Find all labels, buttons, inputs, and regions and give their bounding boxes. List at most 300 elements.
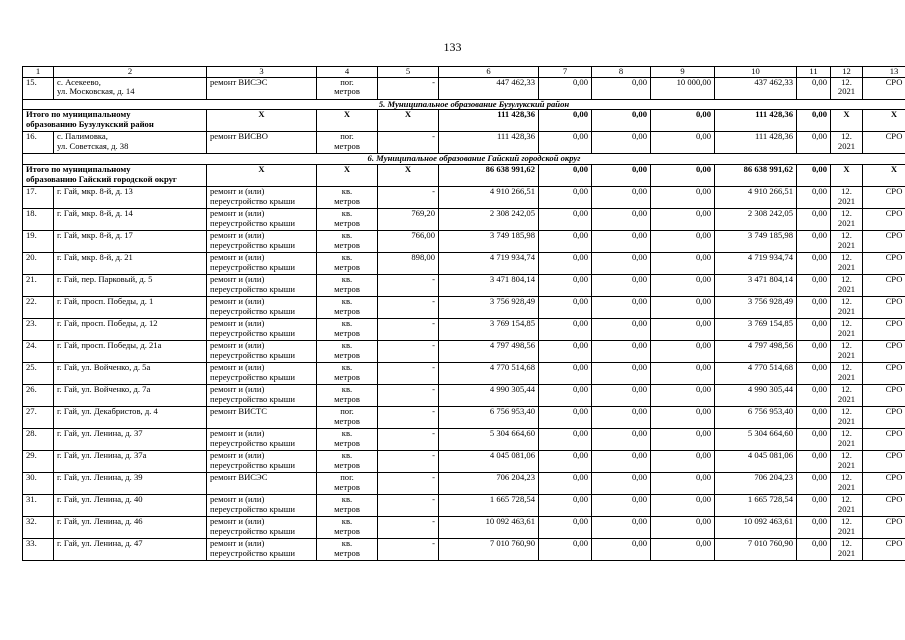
capital-repair-table: [22, 66, 905, 561]
address: [54, 450, 207, 472]
method: СРО: [863, 186, 905, 208]
work-type-line: переустройство крыши: [210, 261, 295, 272]
area: -: [378, 186, 439, 208]
unit-line: метров: [334, 393, 360, 404]
row-number: 29.: [23, 450, 54, 472]
row-number: 15.: [23, 77, 54, 99]
deadline-line: 2021: [837, 349, 856, 360]
area: -: [378, 406, 439, 428]
amount-c6: 4 045 081,06: [439, 450, 539, 472]
amount-c11: 0,00: [797, 318, 831, 340]
address-line: ул. Московская, д. 14: [57, 86, 135, 97]
amount-c7: 0,00: [539, 77, 592, 99]
method: СРО: [863, 132, 905, 154]
work-type: [207, 132, 317, 154]
work-type: [207, 186, 317, 208]
amount-c7: 0,00: [539, 132, 592, 154]
amount-c9: 0,00: [651, 428, 715, 450]
unit-line: метров: [334, 481, 360, 492]
deadline-line: 12.: [841, 516, 852, 526]
method: СРО: [863, 362, 905, 384]
deadline-line: 12.: [841, 274, 852, 284]
amount-c10: 3 756 928,49: [715, 296, 797, 318]
amount-c7: 0,00: [539, 472, 592, 494]
unit-line: метров: [334, 547, 360, 558]
amount-c6: 4 990 305,44: [439, 384, 539, 406]
address-line: г. Гай, мкр. 8-й, д. 21: [57, 252, 133, 262]
address-line: г. Гай, ул. Ленина, д. 47: [57, 538, 143, 548]
deadline-line: 2021: [837, 140, 856, 151]
unit-line: метров: [334, 349, 360, 360]
amount-c8: 0,00: [592, 230, 651, 252]
unit: [317, 406, 378, 428]
work-type: [207, 362, 317, 384]
method: СРО: [863, 384, 905, 406]
method: СРО: [863, 252, 905, 274]
unit: [317, 428, 378, 450]
work-type-line: ремонт и (или): [210, 230, 265, 240]
unit: [317, 384, 378, 406]
unit-line: метров: [334, 327, 360, 338]
amount-c8: 0,00: [592, 274, 651, 296]
table-row: [23, 384, 905, 406]
table-row: [23, 208, 905, 230]
unit-line: метров: [334, 525, 360, 536]
unit-line: кв.: [341, 494, 353, 504]
work-type-line: переустройство крыши: [210, 371, 295, 382]
amount-c11: 0,00: [797, 252, 831, 274]
unit-line: кв.: [341, 538, 353, 548]
table-row: [23, 362, 905, 384]
amount-c9: 0,00: [651, 208, 715, 230]
deadline-line: 12.: [841, 318, 852, 328]
work-type: [207, 252, 317, 274]
amount-c11: 0,00: [797, 186, 831, 208]
work-type-line: ремонт и (или): [210, 362, 265, 372]
row-number: 24.: [23, 340, 54, 362]
work-type: [207, 208, 317, 230]
amount-c8: 0,00: [592, 164, 651, 186]
work-type-line: переустройство крыши: [210, 437, 295, 448]
amount-c7: 0,00: [539, 340, 592, 362]
address: [54, 132, 207, 154]
method: СРО: [863, 494, 905, 516]
work-type: [207, 230, 317, 252]
amount-c8: 0,00: [592, 384, 651, 406]
deadline-line: 2021: [837, 525, 856, 536]
deadline: [831, 252, 863, 274]
amount-c11: 0,00: [797, 230, 831, 252]
deadline-line: 2021: [837, 217, 856, 228]
area: -: [378, 516, 439, 538]
column-number: 12: [831, 67, 863, 78]
amount-c11: 0,00: [797, 384, 831, 406]
amount-c9: 0,00: [651, 230, 715, 252]
address-line: г. Гай, ул. Ленина, д. 39: [57, 472, 143, 482]
deadline-line: 12.: [841, 252, 852, 262]
unit: [317, 450, 378, 472]
amount-c7: 0,00: [539, 516, 592, 538]
amount-c11: 0,00: [797, 296, 831, 318]
amount-c11: 0,00: [797, 450, 831, 472]
amount-c7: 0,00: [539, 252, 592, 274]
address-line: г. Гай, ул. Ленина, д. 46: [57, 516, 143, 526]
amount-c11: 0,00: [797, 406, 831, 428]
amount-c10: 4 990 305,44: [715, 384, 797, 406]
deadline-line: 12.: [841, 472, 852, 482]
row-number: 31.: [23, 494, 54, 516]
method: СРО: [863, 208, 905, 230]
method: СРО: [863, 230, 905, 252]
deadline-line: 12.: [841, 186, 852, 196]
address: [54, 494, 207, 516]
amount-c9: 0,00: [651, 362, 715, 384]
unit-line: метров: [334, 371, 360, 382]
address: [54, 384, 207, 406]
deadline: [831, 406, 863, 428]
amount-c9: 0,00: [651, 318, 715, 340]
deadline-line: 12.: [841, 131, 852, 142]
area: -: [378, 318, 439, 340]
area: -: [378, 428, 439, 450]
address-line: г. Гай, просп. Победы, д. 1: [57, 296, 154, 306]
work-type-line: переустройство крыши: [210, 283, 295, 294]
area: -: [378, 132, 439, 154]
amount-c6: 3 756 928,49: [439, 296, 539, 318]
unit-line: кв.: [341, 252, 353, 262]
row-number: 23.: [23, 318, 54, 340]
amount-c7: 0,00: [539, 110, 592, 132]
address-line: г. Гай, пер. Парковый, д. 5: [57, 274, 153, 284]
method: СРО: [863, 516, 905, 538]
work-type-line: ремонт и (или): [210, 208, 265, 218]
deadline-line: 2021: [837, 239, 856, 250]
area: -: [378, 472, 439, 494]
row-number: 17.: [23, 186, 54, 208]
table-body: [23, 67, 905, 561]
address: [54, 230, 207, 252]
amount-c6: 111 428,36: [439, 132, 539, 154]
unit: [317, 230, 378, 252]
work-type-line: переустройство крыши: [210, 327, 295, 338]
column-number: 2: [54, 67, 207, 78]
unit-line: кв.: [341, 516, 353, 526]
subtotal-label-line: Итого по муниципальному: [26, 109, 131, 120]
column-number: 13: [863, 67, 905, 78]
address: [54, 340, 207, 362]
row-number: 16.: [23, 132, 54, 154]
row-number: 18.: [23, 208, 54, 230]
amount-c10: 437 462,33: [715, 77, 797, 99]
work-type: [207, 340, 317, 362]
work-type-line: ремонт и (или): [210, 428, 265, 438]
unit: [317, 362, 378, 384]
table-row: [23, 274, 905, 296]
work-type: [207, 77, 317, 99]
unit-line: кв.: [341, 274, 353, 284]
amount-c6: 3 769 154,85: [439, 318, 539, 340]
unit: [317, 186, 378, 208]
deadline-line: 12.: [841, 406, 852, 416]
deadline-line: 12.: [841, 77, 852, 87]
amount-c8: 0,00: [592, 186, 651, 208]
column-number: 6: [439, 67, 539, 78]
amount-c7: 0,00: [539, 296, 592, 318]
work-type-line: ремонт и (или): [210, 450, 265, 460]
table-row: [23, 428, 905, 450]
column-number: 3: [207, 67, 317, 78]
deadline: [831, 494, 863, 516]
deadline-line: 2021: [837, 503, 856, 514]
amount-c9: 0,00: [651, 450, 715, 472]
method: СРО: [863, 340, 905, 362]
amount-c10: 3 471 804,14: [715, 274, 797, 296]
deadline: [831, 186, 863, 208]
deadline-line: 2021: [837, 481, 856, 492]
amount-c10: 706 204,23: [715, 472, 797, 494]
work-type: [207, 516, 317, 538]
unit-line: метров: [334, 195, 360, 206]
method: СРО: [863, 296, 905, 318]
amount-c10: 6 756 953,40: [715, 406, 797, 428]
amount-c10: 5 304 664,60: [715, 428, 797, 450]
amount-c8: 0,00: [592, 132, 651, 154]
amount-c6: 5 304 664,60: [439, 428, 539, 450]
amount-c9: 0,00: [651, 110, 715, 132]
subtotal-label-line: Итого по муниципальному: [26, 164, 131, 174]
work-type-line: ремонт и (или): [210, 538, 265, 548]
method: X: [863, 110, 905, 132]
amount-c8: 0,00: [592, 472, 651, 494]
amount-c7: 0,00: [539, 428, 592, 450]
work-type-line: ремонт ВИСТС: [210, 406, 268, 416]
work-type-line: переустройство крыши: [210, 349, 295, 360]
amount-c6: 4 910 266,51: [439, 186, 539, 208]
amount-c6: 111 428,36: [439, 110, 539, 132]
amount-c10: 4 770 514,68: [715, 362, 797, 384]
unit-line: метров: [334, 140, 360, 151]
unit: [317, 274, 378, 296]
unit-line: метров: [334, 305, 360, 316]
method: СРО: [863, 450, 905, 472]
deadline: [831, 318, 863, 340]
column-number: 4: [317, 67, 378, 78]
table-row: [23, 77, 905, 99]
address-line: г. Гай, ул. Ленина, д. 37а: [57, 450, 147, 460]
amount-c11: 0,00: [797, 516, 831, 538]
amount-c10: 111 428,36: [715, 132, 797, 154]
work-type: [207, 494, 317, 516]
unit-line: пог.: [340, 472, 354, 482]
amount-c10: 4 910 266,51: [715, 186, 797, 208]
deadline-line: 12.: [841, 208, 852, 218]
amount-c9: 10 000,00: [651, 77, 715, 99]
unit: [317, 516, 378, 538]
deadline-line: 12.: [841, 384, 852, 394]
amount-c9: 0,00: [651, 516, 715, 538]
method: СРО: [863, 77, 905, 99]
unit: [317, 472, 378, 494]
work-type-line: переустройство крыши: [210, 393, 295, 404]
deadline-line: 2021: [837, 86, 856, 97]
deadline: [831, 516, 863, 538]
area: -: [378, 450, 439, 472]
address: [54, 362, 207, 384]
unit-line: кв.: [341, 208, 353, 218]
work-type-line: ремонт и (или): [210, 296, 265, 306]
row-number: 33.: [23, 538, 54, 560]
deadline: [831, 296, 863, 318]
table-row: [23, 450, 905, 472]
amount-c6: 86 638 991,62: [439, 164, 539, 186]
table-row: [23, 538, 905, 560]
amount-c9: 0,00: [651, 406, 715, 428]
row-number: 19.: [23, 230, 54, 252]
amount-c7: 0,00: [539, 274, 592, 296]
amount-c6: 706 204,23: [439, 472, 539, 494]
amount-c7: 0,00: [539, 450, 592, 472]
method: СРО: [863, 538, 905, 560]
address-line: г. Гай, ул. Ленина, д. 37: [57, 428, 143, 438]
amount-c11: 0,00: [797, 274, 831, 296]
deadline: [831, 384, 863, 406]
deadline-line: 12.: [841, 340, 852, 350]
amount-c10: 86 638 991,62: [715, 164, 797, 186]
deadline: [831, 450, 863, 472]
amount-c6: 3 471 804,14: [439, 274, 539, 296]
amount-c6: 7 010 760,90: [439, 538, 539, 560]
unit-line: метров: [334, 239, 360, 250]
unit-line: метров: [334, 261, 360, 272]
address-line: г. Гай, мкр. 8-й, д. 13: [57, 186, 133, 196]
method: СРО: [863, 274, 905, 296]
amount-c9: 0,00: [651, 340, 715, 362]
area: X: [378, 164, 439, 186]
row-number: 22.: [23, 296, 54, 318]
address-line: с. Палимовка,: [57, 131, 108, 142]
deadline-line: 12.: [841, 428, 852, 438]
amount-c7: 0,00: [539, 208, 592, 230]
work-type-line: переустройство крыши: [210, 547, 295, 558]
address-line: г. Гай, ул. Войченко, д. 5а: [57, 362, 151, 372]
deadline: [831, 362, 863, 384]
table-row: [23, 340, 905, 362]
address-line: ул. Советская, д. 38: [57, 140, 129, 151]
work-type-line: переустройство крыши: [210, 217, 295, 228]
work-type-line: ремонт и (или): [210, 516, 265, 526]
address-line: г. Гай, мкр. 8-й, д. 17: [57, 230, 133, 240]
amount-c7: 0,00: [539, 384, 592, 406]
unit: X: [317, 110, 378, 132]
subtotal-label: [23, 164, 207, 186]
table-row: [23, 252, 905, 274]
area: -: [378, 340, 439, 362]
address: [54, 516, 207, 538]
deadline-line: 2021: [837, 283, 856, 294]
table-row: [23, 296, 905, 318]
work-type: X: [207, 164, 317, 186]
amount-c7: 0,00: [539, 164, 592, 186]
deadline: [831, 77, 863, 99]
unit-line: метров: [334, 503, 360, 514]
amount-c11: 0,00: [797, 110, 831, 132]
unit: [317, 340, 378, 362]
amount-c7: 0,00: [539, 362, 592, 384]
address: [54, 208, 207, 230]
unit: [317, 208, 378, 230]
work-type: [207, 428, 317, 450]
amount-c8: 0,00: [592, 340, 651, 362]
unit-line: пог.: [340, 131, 354, 142]
unit-line: кв.: [341, 450, 353, 460]
deadline-line: 12.: [841, 450, 852, 460]
work-type: [207, 296, 317, 318]
row-number: 26.: [23, 384, 54, 406]
deadline-line: 2021: [837, 305, 856, 316]
amount-c8: 0,00: [592, 494, 651, 516]
work-type-line: ремонт и (или): [210, 274, 265, 284]
area: -: [378, 384, 439, 406]
table-row: [23, 230, 905, 252]
amount-c11: 0,00: [797, 472, 831, 494]
amount-c11: 0,00: [797, 77, 831, 99]
amount-c7: 0,00: [539, 318, 592, 340]
amount-c9: 0,00: [651, 494, 715, 516]
amount-c6: 4 797 498,56: [439, 340, 539, 362]
deadline-line: 12.: [841, 296, 852, 306]
amount-c6: 4 719 934,74: [439, 252, 539, 274]
amount-c6: 2 308 242,05: [439, 208, 539, 230]
unit-line: пог.: [340, 406, 354, 416]
address-line: г. Гай, ул. Декабристов, д. 4: [57, 406, 158, 416]
amount-c11: 0,00: [797, 340, 831, 362]
amount-c9: 0,00: [651, 252, 715, 274]
amount-c10: 4 719 934,74: [715, 252, 797, 274]
deadline: [831, 340, 863, 362]
amount-c11: 0,00: [797, 538, 831, 560]
address: [54, 252, 207, 274]
unit-line: кв.: [341, 230, 353, 240]
address: [54, 406, 207, 428]
amount-c10: 2 308 242,05: [715, 208, 797, 230]
method: СРО: [863, 428, 905, 450]
deadline-line: 12.: [841, 538, 852, 548]
area: -: [378, 296, 439, 318]
work-type: [207, 318, 317, 340]
amount-c7: 0,00: [539, 494, 592, 516]
subtotal-label-line: образованию Гайский городской округ: [26, 173, 177, 184]
amount-c8: 0,00: [592, 208, 651, 230]
unit-line: метров: [334, 283, 360, 294]
amount-c11: 0,00: [797, 494, 831, 516]
area: 898,00: [378, 252, 439, 274]
column-number: 10: [715, 67, 797, 78]
address: [54, 296, 207, 318]
amount-c10: 7 010 760,90: [715, 538, 797, 560]
page-number: 133: [443, 40, 462, 54]
table-row: [23, 132, 905, 154]
amount-c9: 0,00: [651, 164, 715, 186]
area: 766,00: [378, 230, 439, 252]
deadline: [831, 274, 863, 296]
work-type-line: переустройство крыши: [210, 239, 295, 250]
table-row: [23, 186, 905, 208]
work-type-line: ремонт ВИСЭС: [210, 472, 268, 482]
table-row: [23, 472, 905, 494]
amount-c9: 0,00: [651, 538, 715, 560]
work-type-line: ремонт и (или): [210, 186, 265, 196]
address-line: г. Гай, ул. Войченко, д. 7а: [57, 384, 151, 394]
